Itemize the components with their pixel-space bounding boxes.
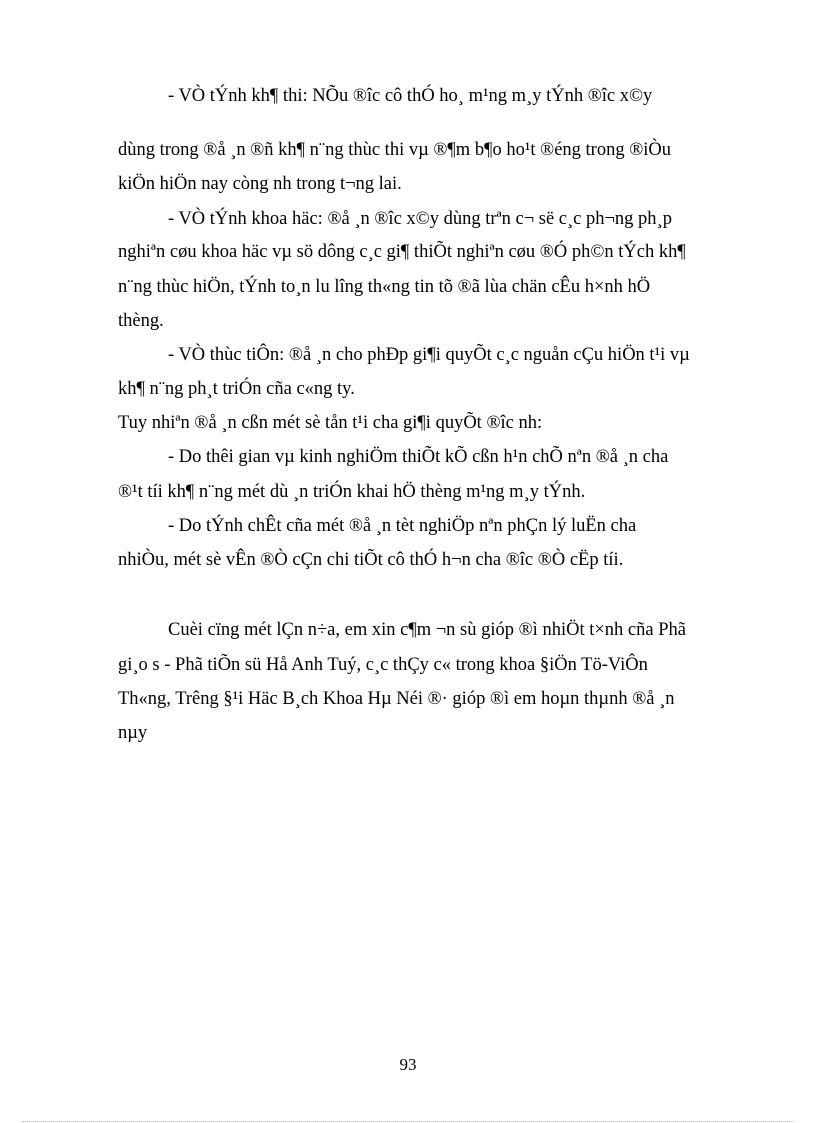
- text-line: - VÒ tÝnh kh¶ thi: NÕu ®îc cô thÓ ho¸ m¹ng m¸y tÝnh ®îc x©y: [168, 86, 653, 106]
- text-line: dùng trong ®å ¸n ®ñ kh¶ n¨ng thùc thi vµ ®¶m b¶o ho¹t ®éng trong ®iÒu: [118, 140, 672, 160]
- text-line: kiÖn hiÖn nay còng nh trong t¬ng lai.: [118, 174, 402, 194]
- text-line: - VÒ thùc tiÔn: ®å ¸n cho phÐp gi¶i quyÕt c¸c nguån cÇu hiÖn t¹i vµ: [168, 345, 690, 365]
- text-line: thèng.: [118, 311, 164, 331]
- text-line: ®¹t tíi kh¶ n¨ng mét dù ¸n triÓn khai hÖ thèng m¹ng m¸y tÝnh.: [118, 482, 586, 502]
- text-line: n¨ng thùc hiÖn, tÝnh to¸n lu lîng th«ng tin tõ ®ã lùa chän cÊu h×nh hÖ: [118, 277, 651, 297]
- text-line: - Do thêi gian vµ kinh nghiÖm thiÕt kÕ cßn h¹n chÕ nªn ®å ¸n cha: [168, 447, 669, 467]
- text-line: nhiÒu, mét sè vÊn ®Ò cÇn chi tiÕt cô thÓ h¬n cha ®îc ®Ò cËp tíi.: [118, 550, 624, 570]
- text-line: nµy: [118, 723, 148, 743]
- text-line: Cuèi cïng mét lÇn n÷a, em xin c¶m ¬n sù gióp ®ì nhiÖt t×nh cña Phã: [168, 620, 686, 640]
- text-line: - Do tÝnh chÊt cña mét ®å ¸n tèt nghiÖp nªn phÇn lý luËn cha: [168, 516, 637, 536]
- page-number: 93: [399, 1055, 417, 1074]
- text-line: nghiªn cøu khoa häc vµ sö dông c¸c gi¶ thiÕt nghiªn cøu ®Ó ph©n tÝch kh¶: [118, 242, 686, 262]
- text-line: - VÒ tÝnh khoa häc: ®å ¸n ®îc x©y dùng trªn c¬ së c¸c ph¬ng ph¸p: [168, 209, 672, 229]
- text-line: Tuy nhiªn ®å ¸n cßn mét sè tån t¹i cha gi¶i quyÕt ®îc nh:: [118, 413, 543, 433]
- page-bottom-border: [22, 1121, 794, 1122]
- text-line: gi¸o s - Phã tiÕn sü Hå Anh Tuý, c¸c thÇy c« trong khoa §iÖn Tö-ViÔn: [118, 655, 648, 675]
- text-line: kh¶ n¨ng ph¸t triÓn cña c«ng ty.: [118, 379, 355, 399]
- text-line: Th«ng, Trêng §¹i Häc B¸ch Khoa Hµ Néi ®· gióp ®ì em hoµn thµnh ®å ¸n: [118, 689, 675, 709]
